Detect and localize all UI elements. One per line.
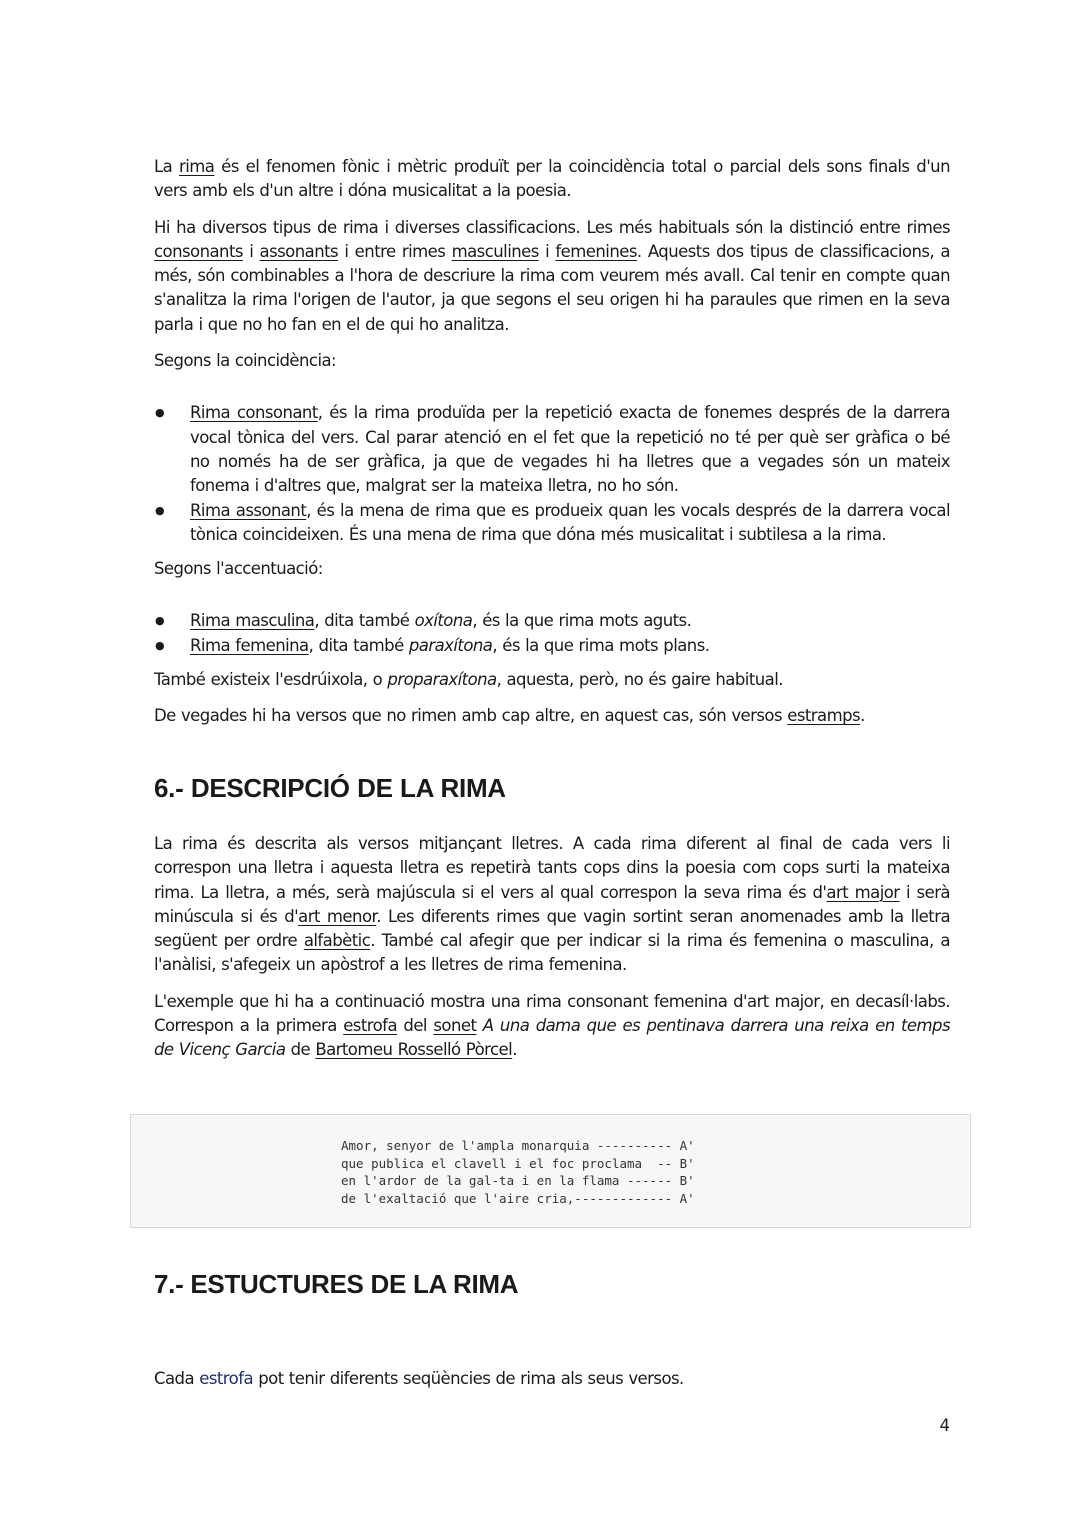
alfabetic-link[interactable]: alfabètic: [303, 931, 371, 951]
section-6-paragraph-1: La rima és descrita als versos mitjançant lletres. A cada rima diferent al final de cada vers li correspon una lletra i aquesta lletra es repetirà tants cops dins la poesia com cops surti la mateixa rima. La lletra, a més, serà majúscula si el vers al qual correspon la seva rima és d'art major i serà minúscula si és d'art menor. Les diferents rimes que vagin sortint seran anomenades amb la lletra següent per ordre alfabètic. També cal afegir que per indicar si la rima és femenina o masculina, a l'anàlisi, s'afegeix un apòstrof a les lletres de rima femenina.: [154, 833, 950, 975]
femenines-link[interactable]: femenines: [555, 241, 637, 261]
estramps-link[interactable]: estramps: [787, 706, 861, 726]
section-7-heading: 7.- ESTUCTURES DE LA RIMA: [154, 1269, 519, 1299]
art-menor-link[interactable]: art menor: [298, 906, 377, 926]
accentuacio-list: [154, 609, 950, 658]
poem-lines: [341, 1137, 695, 1207]
consonants-link[interactable]: consonants: [154, 241, 243, 261]
rima-femenina-link[interactable]: Rima femenina: [190, 635, 309, 655]
assonants-link[interactable]: assonants: [259, 241, 339, 261]
intro-paragraph-1: La rima és el fenomen fònic i mètric produït per la coincidència total o parcial dels sons finals d'un vers amb els d'un altre i dóna musicalitat a la poesia.: [154, 157, 950, 201]
coincidencia-list: [154, 401, 950, 547]
esdruixola-paragraph: També existeix l'esdrúixola, o proparaxítona, aquesta, però, no és gaire habitual.: [154, 670, 783, 690]
sonet-link[interactable]: sonet: [433, 1016, 477, 1036]
accentuacio-label: Segons l'accentuació:: [154, 559, 323, 579]
code-line: Amor, senyor de l'ampla monarquia ---------- A': [341, 1138, 695, 1153]
estramps-paragraph: De vegades hi ha versos que no rimen amb cap altre, en aquest cas, són versos estramps.: [154, 706, 865, 726]
list-item: ● Rima assonant, és la mena de rima que es produeix quan les vocals després de la darrera vocal tònica coincideixen. És una mena de rima que dóna més musicalitat i subtilesa a la rima.: [154, 499, 950, 548]
intro-paragraph-2: Hi ha diversos tipus de rima i diverses classificacions. Les més habituals són la distinció entre rimes consonants i assonants i entre rimes masculines i femenines. Aquests dos tipus de classificacions, a més, són combinables a l'hora de descriure la rima com veurem més avall. Cal tenir en compte quan s'analitza la rima l'origen de l'autor, ja que segons el seu origen hi ha paraules que rimen en la seva parla i que no ho fan en el de qui ho analitza.: [154, 217, 950, 334]
poem-code-block: [130, 1114, 971, 1228]
list-item: ● Rima consonant, és la rima produïda per la repetició exacta de fonemes després de la darrera vocal tònica del vers. Cal parar atenció en el fet que la repetició no té per què ser gràfica o bé no només ha de ser gràfica, ja que de vegades hi ha lletres que a vegades són un mateix fonema i d'altres que, malgrat ser la mateixa lletra, no ho són.: [154, 401, 950, 498]
document-page: [154, 155, 950, 1063]
section-7-paragraph: Cada estrofa pot tenir diferents seqüències de rima als seus versos.: [154, 1369, 684, 1388]
rima-assonant-link[interactable]: Rima assonant: [190, 500, 307, 520]
section-6-paragraph-2: L'exemple que hi ha a continuació mostra una rima consonant femenina d'art major, en decasíl·labs. Correspon a la primera estrofa del sonet A una dama que es pentinava darrera una reixa en temps de Vicenç Garcia de Bartomeu Rosselló Pòrcel.: [154, 991, 951, 1060]
coincidencia-label: Segons la coincidència:: [154, 351, 337, 371]
author-link[interactable]: Bartomeu Rosselló Pòrcel: [315, 1040, 513, 1060]
code-line: en l'ardor de la gal-ta i en la flama ------ B': [341, 1173, 695, 1188]
rima-consonant-link[interactable]: Rima consonant: [190, 403, 318, 423]
list-item: ● Rima femenina, dita també paraxítona, és la que rima mots plans.: [154, 634, 950, 658]
art-major-link[interactable]: art major: [826, 882, 900, 902]
code-line: de l'exaltació que l'aire cria,------------- A': [341, 1190, 695, 1206]
rima-masculina-link[interactable]: Rima masculina: [190, 611, 315, 631]
code-line: que publica el clavell i el foc proclama -- B': [341, 1155, 695, 1171]
section-6-heading: 6.- DESCRIPCIÓ DE LA RIMA: [154, 772, 506, 803]
estrofa-link[interactable]: estrofa: [343, 1016, 398, 1036]
estrofa-link-2[interactable]: estrofa: [199, 1369, 254, 1388]
rima-link[interactable]: rima: [179, 157, 215, 176]
page-number: 4: [939, 1416, 950, 1435]
masculines-link[interactable]: masculines: [451, 241, 539, 261]
list-item: ● Rima masculina, dita també oxítona, és la que rima mots aguts.: [154, 609, 950, 633]
